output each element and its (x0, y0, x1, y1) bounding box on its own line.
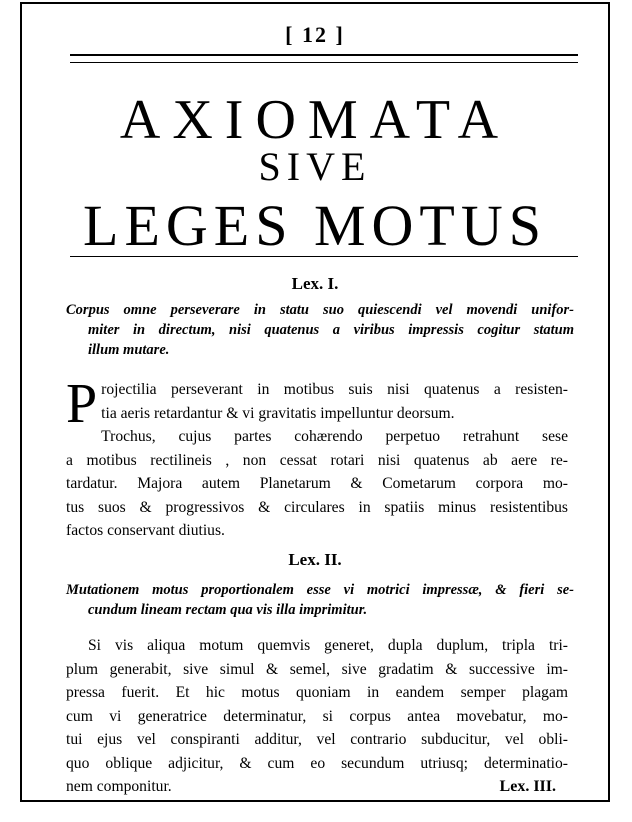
lex1-statement-line: miter in directum, nisi quatenus a viribus impressis cogitur statum (88, 322, 574, 338)
title-rule (70, 256, 578, 257)
lex2-line: nem componitur. (66, 778, 172, 795)
lex1-statement-line: Corpus omne perseverare in statu suo quiescendi vel movendi unifor- (66, 302, 574, 318)
lex1-line: tia aeris retardantur & vi gravitatis impelluntur deorsum. (101, 404, 455, 422)
lex2-statement-line: cundum lineam rectam qua vis illa imprimitur. (88, 602, 368, 618)
lex2-line: cum vi generatrice determinatur, si corpus antea movebatur, mo- (66, 707, 568, 725)
lex1-line: rojectilia perseverant in motibus suis nisi quatenus a resisten- (101, 381, 568, 398)
lex2-heading: Lex. II. (288, 550, 342, 569)
lex1-line: tardatur. Majora autem Planetarum & Cometarum corpora mo- (66, 475, 568, 492)
lex1-statement (66, 300, 574, 360)
title-sive: SIVE (258, 144, 372, 189)
lex1-statement-line: illum mutare. (88, 342, 170, 358)
lex2-line: plum generabit, sive simul & semel, sive gradatim & successive im- (66, 660, 568, 678)
lex2-line: quo oblique adjicitur, & cum eo secundum utriusq; determinatio- (66, 754, 568, 772)
lex1-line: a motibus rectilineis , non cessat rotari nisi quatenus ab aere re- (66, 451, 568, 469)
top-rule-thin (70, 62, 578, 63)
catchword: Lex. III. (499, 778, 556, 795)
page-frame (20, 2, 610, 802)
title-axiomata: AXIOMATA (119, 89, 511, 151)
lex2-line: pressa fuerit. Et hic motus quoniam in eandem semper plagam (66, 684, 568, 701)
lex2-statement-line: Mutationem motus proportionalem esse vi motrici impressæ, & fieri se- (66, 582, 574, 598)
lex1-line: factos conservant diutius. (66, 522, 225, 539)
title-leges-motus: LEGES MOTUS (83, 193, 547, 258)
drop-cap: P (66, 373, 98, 435)
top-rule (70, 54, 578, 56)
lex1-line: tus suos & progressivos & circulares in spatiis minus resistentibus (66, 498, 568, 516)
lex2-line: Si vis aliqua motum quemvis generet, dupla duplum, tripla tri- (88, 637, 568, 654)
page-number: [ 12 ] (285, 22, 345, 47)
lex2-line: tui ejus vel conspiranti additur, vel contrario subducitur, vel obli- (66, 731, 568, 748)
lex2-commentary (66, 634, 568, 799)
lex1-commentary (66, 373, 568, 543)
lex1-heading: Lex. I. (291, 274, 339, 293)
lex1-line: Trochus, cujus partes cohærendo perpetuo retrahunt sese (101, 428, 568, 445)
lex2-statement (66, 580, 574, 620)
